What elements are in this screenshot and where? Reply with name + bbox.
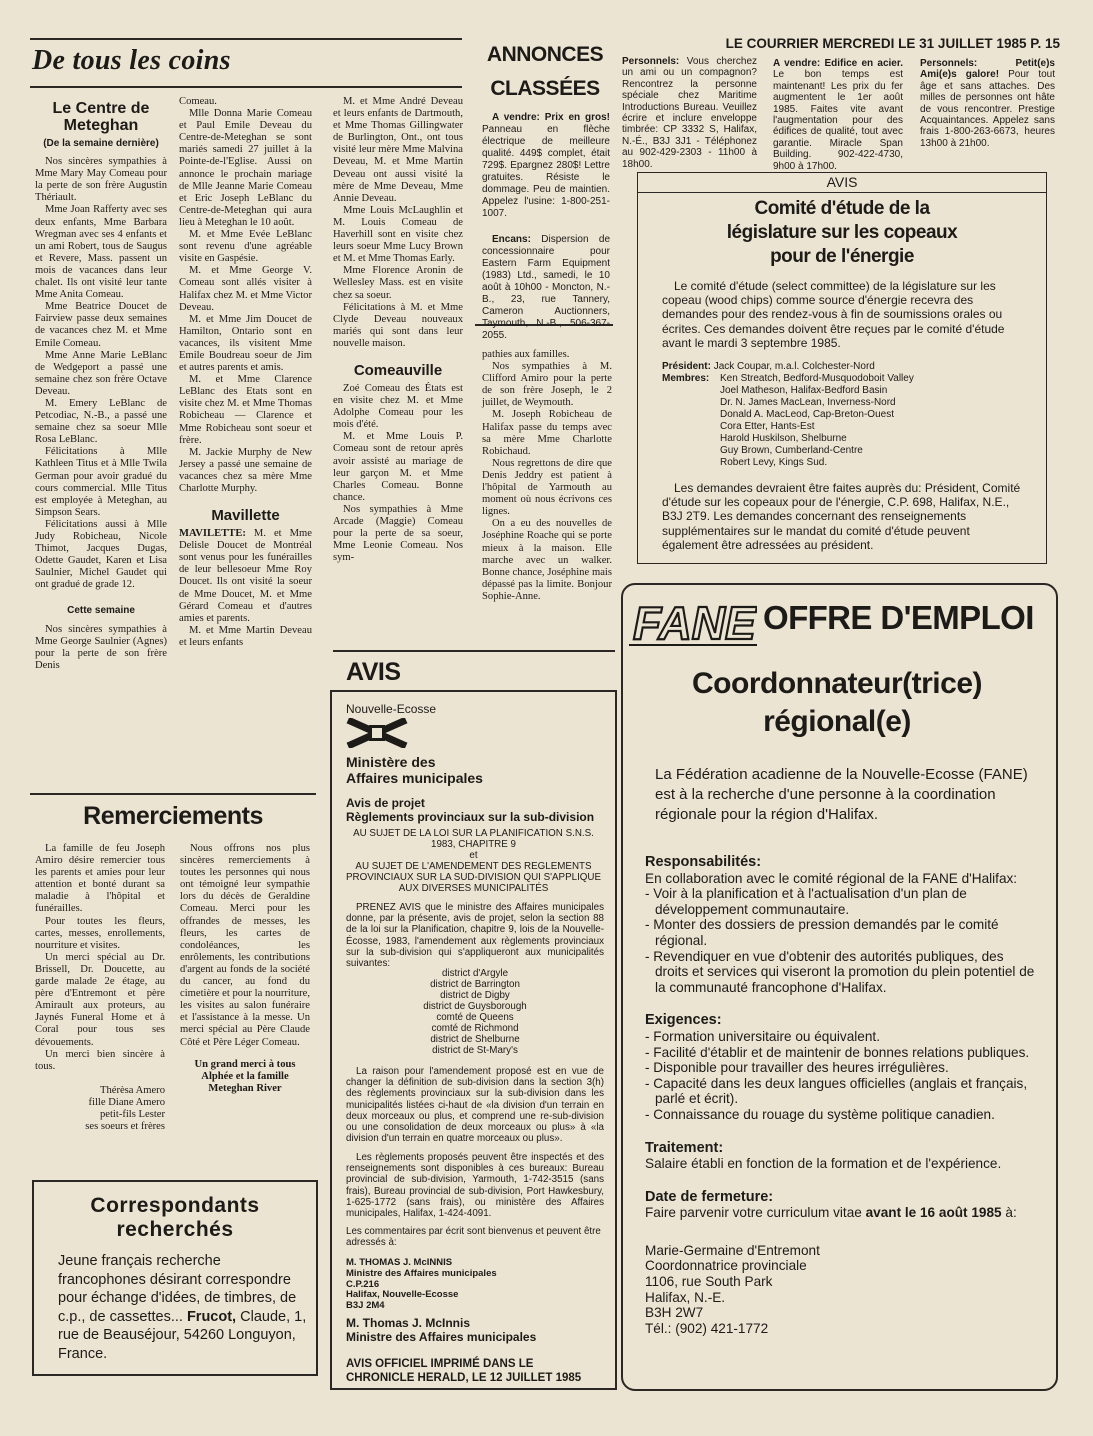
traitement-heading: Traitement: [645,1139,724,1156]
news-paragraph: Nos sincères sympathies à Mme Mary May Comeau pour la perte de son frère Augustin Thériault. [35,156,167,204]
signature-line: ses soeurs et frères [85,1121,165,1133]
membre-item: Ken Streatch, Bedford-Musquodoboit Valley [720,373,914,384]
news-paragraph: Mme Joan Rafferty avec ses deux enfants, Mme Barbara Wregman avec ses 4 enfants et un ami Robert, tous de Saugus et Revere, Mass. passent un mois de vacances dans leur chalet. Ils ont visité leur tante Mme Anita Comeau. [35,204,167,301]
meteghan-heading: Le Centre de Meteghan [52,100,150,134]
fermeture-heading: Date de fermeture: [645,1188,774,1205]
signature-line: petit-fils Lester [99,1108,165,1120]
signer-name: M. Thomas J. McInnis [346,1316,471,1330]
news-paragraph: Mme Florence Aronin de Wellesley Mass. est en visite chez sa soeur. [333,265,463,301]
membre-item: Donald A. MacLeod, Cap-Breton-Ouest [720,409,894,420]
column-4 [482,349,612,603]
classified-ad [482,112,610,220]
exigences-heading: Exigences: [645,1012,722,1029]
correspondants-name: Frucot, [186,1308,237,1325]
sujet-et: et [469,850,478,861]
classified-ad [920,58,1055,149]
annonces-col-1 [482,112,610,342]
news-paragraph: Un merci bien sincère à tous. [35,1048,165,1072]
avis-label: AVIS [638,173,1046,193]
news-paragraph: Nous offrons nos plus sincères remerciements à toutes les personnes qui nous ont témoigné leur sympathie lors du décès de Geraldine Comeau. Merci pour les offrandes de messes, les fleurs, les cartes de condoléances, les enrôlements, les contributions d'argent au fonds de la société du cancer, au fond du cimetière et pour la nourriture, les visites au salon funéraire et l'assistance à la messe. Un merci spécial au Père Claude Côté et Père Léger Comeau. [180,843,310,1048]
offre-emploi-title: OFFRE D'EMPLOI [763,599,1034,636]
address-line: M. THOMAS J. McINNIS [346,1257,453,1268]
resp-item: - Revendiquer en vue d'obtenir des autorités publiques, des droits et services qui viseront la promotion du plein potentiel de la communauté francophone d'Halifax. [645,948,1035,995]
avis-municipal-label: AVIS [346,658,401,686]
district-item: district d'Argyle [441,968,509,979]
signature-line: Un grand merci à tous [194,1058,296,1070]
news-paragraph: M. et Mme George V. Comeau sont allés visiter à Halifax chez M. et Mme Victor Deveau. [179,265,312,313]
nova-scotia-flag-icon [346,718,408,748]
news-paragraph: M. et Mme André Deveau et leurs enfants de Dartmouth, et Mme Thomas Gillingwater de Burlington, Ont., ont tous visité leur mère Mme Malvina Deveau, M. et Mme Martin Deveau ont aussi visité la mère de Mme Deveau, Mme Annie Deveau. [333,96,463,204]
ad-text: Panneau en flèche électrique de meilleure qualité. 449$ complet, était 729$. Epargnez 280$! Lettre gratuites. Résiste le dommage. Peu de maintien. Appelez l'usine: 1-800-251-1007. [482,124,610,219]
news-paragraph: Comeau. [179,96,217,107]
membre-item: Guy Brown, Cumberland-Centre [720,445,863,456]
avis-municipal-box [330,690,617,1390]
signer-title: Ministre des Affaires municipales [346,1330,537,1344]
news-paragraph: M. et Mme Jim Doucet de Hamilton, Ontario sont en vacances, ils visitent Mme Emile Boudreau soeur de Jim et autres parents et amis. [179,313,312,374]
classified-ad [482,234,610,342]
correspondants-box [32,1180,318,1376]
annonces-col-2 [622,56,757,170]
fermeture-pre: Faire parvenir votre curriculum vitae [645,1205,866,1221]
exig-item: - Facilité d'établir et de maintenir de bonnes relations publiques. [645,1044,1030,1060]
avis-intro: PRENEZ AVIS que le ministre des Affaires municipales donne, par la présente, avis de projet, selon la section 88 de la loi sur la Planification, chapitre 9, lois de la Nouvelle-Écosse, 1983, l'amendement aux règlements provinciaux sur la sub-division qui s'appliqueront aux municipalités suivantes: [346,902,604,970]
correspondants-text: Jeune français recherche francophones désirant correspondre pour échange d'idées, de timbres, de c.p., de cassettes... [58,1253,297,1325]
ad-lead: Personnels: [622,56,680,67]
signature-line: Thérèsa Amero [99,1084,165,1096]
correspondants-title: Correspondants [90,1194,260,1217]
contact-line: 1106, rue South Park [645,1274,773,1290]
resp-intro: En collaboration avec le comité régional de la FANE d'Halifax: [645,870,1018,886]
annonces-col-3 [773,58,903,172]
fane-logo-text: FANE [633,597,756,647]
column-2 [179,96,312,649]
president-name: Jack Coupar, m.a.l. Colchester-Nord [713,361,875,372]
comite-president [662,361,1032,373]
avis-commentaires: Les commentaires par écrit sont bienvenus et peuvent être adressés à: [346,1226,601,1249]
contact-line: Marie-Germaine d'Entremont [645,1242,820,1258]
district-item: district de Shelburne [430,1034,520,1045]
comite-title-2: législature sur les copeaux [726,222,958,243]
news-paragraph: Nos sympathies à Mme Arcade (Maggie) Comeau pour la perte de sa soeur, Mme Leonie Comeau. Nos sym- [333,503,463,564]
fane-logo-icon [629,595,757,647]
remerciements-right [180,843,310,1095]
ad-text: Le bon temps est maintenant! Les prix du fer augmentent le 1er août 1985. Faites vite avant l'augmentation pour des édifices de qualité, tout avec garantie. Miracle Span Building. 902-422-4730, 9h00 à 17h00. [773,69,903,172]
comite-title-1: Comité d'étude de la [754,198,930,219]
ad-lead: Encans: [492,234,531,245]
news-paragraph: M. et Mme Martin Deveau et leurs enfants [179,624,312,648]
contact-line: Coordonnatrice provinciale [645,1258,807,1274]
news-paragraph: Mlle Donna Marie Comeau et Paul Emile Deveau du Centre-de-Meteghan se sont mariés samedi 27 juillet à la Pointe-de-l'Eglise. Aussi on annonce le prochain mariage de Mlle Jeanne Marie Comeau et Eric Joseph LeBlanc du Centre-de-Meteghan qui aura lieu à Meteghan le 10 août. [179,108,312,228]
meteghan-subheading: (De la semaine dernière) [43,138,159,149]
ad-lead: Personnels: Petit(e)s Ami(e)s galore! [920,58,1055,81]
membre-item: Cora Etter, Hants-Est [720,421,815,432]
district-item: comté de Richmond [431,1023,519,1034]
mavillette-text: M. et Mme Delisle Doucet de Montréal sont venus pour les funérailles de leur bellesoeur Mme Roy Doucet. Ils ont visité la soeur de Mme Doucet, M. et Mme Gérard Comeau et d'autres amies et parents. [179,528,312,624]
correspondants-address: Claude, 1, rue de Beauséjour, 54260 Longuyon, France. [58,1308,307,1362]
district-item: district de Barrington [430,979,520,990]
poste-line-2: régional(e) [763,705,911,738]
exig-item: - Disponible pour travailler des heures irrégulières. [645,1060,949,1076]
news-paragraph: pathies aux familles. [482,349,570,360]
exig-item: - Connaissance du rouage du système politique canadien. [645,1106,995,1122]
avis-footer: AVIS OFFICIEL IMPRIMÉ DANS LE CHRONICLE HERALD, LE 12 JUILLET 1985 [346,1358,582,1384]
news-paragraph: Mme Beatrice Doucet de Fairview passe deux semaines de vacances chez M. et Mme Emile Comeau. [35,301,167,349]
annonces-title-1: ANNONCES [486,43,604,66]
projet-line-2: Règlements provinciaux sur la sub-division [346,810,595,824]
annonces-title [478,38,612,106]
mavillette-heading: Mavillette [211,507,280,525]
exig-item: - Capacité dans les deux langues officielles (anglais et français, parlé et écrit). [645,1075,1028,1107]
address-line: B3J 2M4 [346,1300,385,1312]
comite-title-3: pour de l'énergie [770,246,914,267]
correspondants-title-2: recherchés [116,1218,234,1241]
fermeture-post: à: [1001,1205,1017,1221]
comite-footer: Les demandes devraient être faites auprès du: Président, Comité d'étude sur les copeaux pour de l'énergie, C.P. 698, Halifax, N.E., B3J 2T9. Les demandes concernant des renseignements supplémentaires sur le mandat du comité d'étude peuvent également être adressées au président. [662,481,1021,552]
column-meteghan [35,94,167,672]
poste-line-1: Coordonnateur(trice) [692,667,982,700]
membre-item: Robert Levy, Kings Sud. [720,457,828,468]
signature-line: fille Diane Amero [88,1096,165,1108]
annonces-title-2: CLASSÉES [490,77,600,100]
avis-reglements: Les règlements proposés peuvent être inspectés et des renseignements sont disponibles à ces bureaux: Bureau provincial de sub-division, Yarmouth, 1-742-3515 (sans frais), Bureau provincial de sub-division, Port Hawkesbury, 1-625-1772 (sans frais), ou ministère des Affaires municipales, Halifax, 1-424-4091. [346,1152,604,1220]
masthead: LE COURRIER MERCREDI LE 31 JUILLET 1985 P. 15 [725,36,1060,51]
responsabilites-heading: Responsabilités: [645,854,762,870]
news-paragraph: On a eu des nouvelles de Joséphine Roache qui se porte mieux à la maison. Elle marche avec un walker. Bonne chance, Joséphine mais dépassé pas la limite. Bonjour Sophie-Anne. [482,518,612,602]
news-paragraph: M. et Mme Clarence LeBlanc des Etats sont en visite chez M. et Mme Thomas Robicheau — Clarence et Mme Robicheau sont soeur et frère. [179,374,312,446]
news-paragraph: Félicitations à Mlle Kathleen Titus et à Mlle Twila German pour avoir gradué du cours commercial. Mlle Titus est employée à Meteghan, au Simpson Sears. [35,446,167,518]
news-paragraph: Nos sympathies à M. Clifford Amiro pour la perte de son frère Joseph, le 2 juillet, de Weymouth. [482,361,612,409]
district-item: district de Guysborough [423,1001,527,1012]
membres-label: Membres: [662,373,710,384]
news-paragraph: Un merci spécial au Dr. Brissell, Dr. Doucette, au garde malade 2e étage, au père d'Entremont et père Amirault aux proteurs, au Jaynés Funeral Home et à Coral pour tous ses dévouements. [35,951,165,1048]
ad-text: Vous cherchez un ami ou un compagnon? Rencontrez la personne spéciale chez Maritime Introductions Bureau. Veuillez écrire et inclure enveloppe timbrée: CP 3332 S, Halifax, N.-É., B3J 3J1 - Téléphonez au 902-429-2303 - 11h00 à 18h00. [622,56,757,170]
news-paragraph [179,528,312,625]
fane-job-box [621,583,1058,1391]
news-paragraph: M. Jackie Murphy de New Jersey a passé une semaine de vacances chez sa mère Mme Charlotte Murphy. [179,446,312,494]
comeauville-heading: Comeauville [353,361,443,379]
remerciements-left [35,843,165,1133]
classified-ad [773,58,903,172]
ad-lead: A vendre: Edifice en acier. [773,58,903,69]
traitement-text: Salaire établi en fonction de la formation et de l'expérience. [645,1156,1002,1172]
sujet-2: AU SUJET DE L'AMENDEMENT DES REGLEMENTS PROVINCIAUX SUR LA SUD-DIVISION QUI S'APPLIQUE AUX DIVERSES MUNICIPALITÉS [346,861,602,894]
ad-lead: A vendre: Prix en gros! [492,112,610,123]
signature-line: Alphée et la famille [201,1070,289,1082]
news-paragraph: M. et Mme Louis P. Comeau sont de retour après avoir assisté au mariage de leur garçon M. et Mme Charles Comeau. Bonne chance. [333,431,463,503]
district-item: district de St-Mary's [432,1045,518,1056]
address-line: C.P.216 [346,1278,380,1290]
district-item: comté de Queens [436,1012,514,1023]
avis-comite-box [637,172,1047,564]
ad-text: Pour tout âge et sans attaches. Des milles de personnes ont hâte de vous rencontrer. Prestige Acquaintances. Appelez sans frais 1-800-263-6673, heures 13h00 à 21h00. [920,69,1055,149]
news-paragraph: Mme Louis McLaughlin et M. Louis Comeau de Haverhill sont en visite chez leurs soeur Mme Lucy Brown et M. et Mme Thomas Early. [333,204,463,265]
ministry-line-1: Ministère des [346,754,436,770]
resp-item: - Monter des dossiers de pression demandés par le comité régional. [645,917,999,948]
address-line: Ministre des Affaires municipales [346,1267,497,1279]
column-3 [333,96,463,564]
classified-ad [622,56,757,170]
news-paragraph: M. Joseph Robicheau de Halifax passe du temps avec sa mère Mme Charlotte Robichaud. [482,409,612,457]
contact-line: Tél.: (902) 421-1772 [645,1320,769,1336]
ministry-line-2: Affaires municipales [346,770,483,786]
contact-line: B3H 2W7 [645,1305,704,1321]
news-paragraph: M. et Mme Evée LeBlanc sont revenu d'une agréable visite en Gaspésie. [179,229,312,265]
avis-raison: La raison pour l'amendement proposé est en vue de changer la définition de sub-division dans la section 3(h) des règlements provinciaux sur la sub-division dans les municipalités listées ci-haut de «la division d'un terrain en deux morceaux ou plus, et comprend une re-sub-division ou une consolidation de deux morceaux ou plus» à «la division d'un terrain en quatre morceaux ou plus». [346,1066,604,1145]
news-paragraph: Félicitations à M. et Mme Clyde Deveau nouveaux mariés qui sont dans leur nouvelle maison. [333,301,463,349]
resp-item: - Voir à la planification et à l'actualisation d'un plan de développement communautaire. [645,886,967,917]
fermeture-date: avant le 16 août 1985 [865,1205,1002,1221]
news-paragraph: Nos sincères sympathies à Mme George Saulnier (Agnes) pour la perte de son frère Denis [35,623,167,671]
president-label: Président: [662,361,711,372]
projet-line-1: Avis de projet [346,796,425,810]
news-paragraph: Félicitations aussi à Mlle Judy Robicheau, Nicole Thimot, Jacques Dugas, Odette Gaudet, Karen et Lisa Saulnier, Michel Gaudet qui ont gradué de grade 12. [35,518,167,591]
fane-intro: La Fédération acadienne de la Nouvelle-Ecosse (FANE) est à la recherche d'une personne à la coordination régionale pour la région d'Halifax. [655,766,1028,823]
district-item: district de Digby [440,990,510,1001]
ad-text: Dispersion de concessionnaire pour Eastern Farm Equipment (1983) Ltd., samedi, le 10 août à 10h00 - Moncton, N.-B., 23, rue Tannery, Cameron Auctionners, Taymouth, N.-B., 506-367-2055. [482,234,610,341]
mavillette-lead: MAVILETTE: [179,528,246,540]
comite-body: Le comité d'étude (select committee) de la législature sur les copeau (wood chips) comme source d'énergie recevra des demandes pour des rendez-vous à fin de soumissions orales ou écrites. Ces demandes doivent être reçues par le comité d'étude avant le mardi 3 septembre 1985. [662,279,1005,350]
news-paragraph: La famille de feu Joseph Amiro désire remercier tous les parents et amies pour leur attention et bonté durant sa maladie à l'hôpital et funérailles. [35,843,165,915]
section-title-remerciements: Remerciements [83,802,263,830]
news-paragraph: Pour toutes les fleurs, cartes, messes, enrollements, nourriture et visites. [35,915,165,951]
exig-item: - Formation universitaire ou équivalent. [645,1028,880,1044]
fermeture-text [645,1205,1037,1221]
cette-semaine-heading: Cette semaine [67,605,135,617]
address-line: Halifax, Nouvelle-Ecosse [346,1289,459,1301]
signature-line: Meteghan River [208,1082,282,1094]
contact-line: Halifax, N.-E. [645,1289,726,1305]
membre-item: Dr. N. James MacLean, Inverness-Nord [720,397,896,408]
news-paragraph: M. Emery LeBlanc de Petcodiac, N.-B., a passé une semaine chez sa soeur Mlle Rosa LeBlanc. [35,397,167,446]
sujet-1: AU SUJET DE LA LOI SUR LA PLANIFICATION S.N.S. 1983, CHAPITRE 9 [353,828,594,850]
annonces-col-4 [920,58,1055,149]
membre-item: Joel Matheson, Halifax-Bedford Basin [720,385,888,396]
section-title-tous-les-coins: De tous les coins [32,45,231,76]
membre-item: Harold Huskilson, Shelburne [720,433,847,444]
news-paragraph: Nous regrettons de dire que Denis Jeddry est patient à l'hôpital de Yarmouth au moment où nous écrivons ces lignes. [482,457,612,518]
province-label: Nouvelle-Ecosse [346,702,437,716]
news-paragraph: Mme Anne Marie LeBlanc de Wedgeport a passé une semaine chez son frère Octave Deveau. [35,349,167,397]
news-paragraph: Zoé Comeau des États est en visite chez M. et Mme Adolphe Comeau pour les mois d'été. [333,382,463,431]
